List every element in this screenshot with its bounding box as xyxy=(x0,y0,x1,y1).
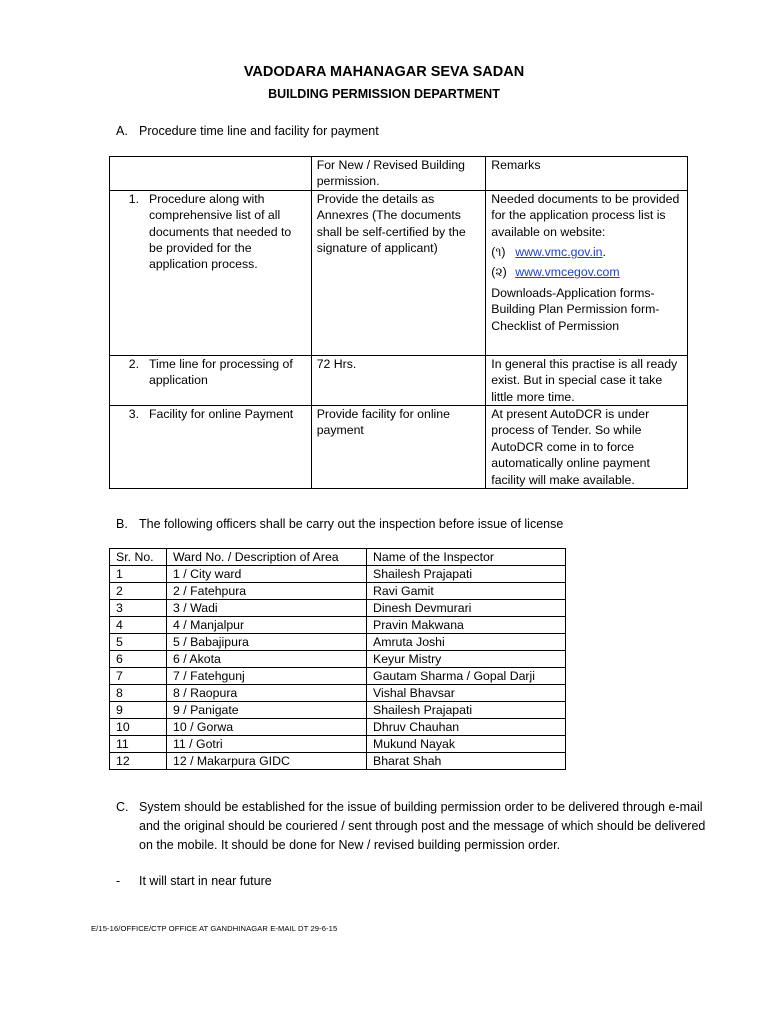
detail-cell: Provide the details as Annexres (The documents shall be self-certified by the signature of applicant) xyxy=(311,190,486,355)
inspector-cell: Keyur Mistry xyxy=(367,651,566,668)
table-header-row xyxy=(110,549,566,566)
sr-no-cell: 4 xyxy=(110,617,167,634)
table-header-row xyxy=(110,157,688,191)
sr-no-cell: 3 xyxy=(110,600,167,617)
table-row xyxy=(110,668,566,685)
item-number: 1. xyxy=(128,191,139,206)
inspector-cell: Dinesh Devmurari xyxy=(367,600,566,617)
ward-cell: 3 / Wadi xyxy=(167,600,367,617)
item-cell xyxy=(110,406,312,489)
note-text: It will start in near future xyxy=(139,874,272,888)
inspector-cell: Dhruv Chauhan xyxy=(367,719,566,736)
ward-cell: 2 / Fatehpura xyxy=(167,583,367,600)
ward-cell: 9 / Panigate xyxy=(167,702,367,719)
table-row xyxy=(110,719,566,736)
table-row xyxy=(110,753,566,770)
table-row xyxy=(110,651,566,668)
section-b-marker: B. xyxy=(116,517,128,531)
sr-no-cell: 12 xyxy=(110,753,167,770)
section-a-heading-text: Procedure time line and facility for payment xyxy=(139,124,379,138)
inspector-cell: Bharat Shah xyxy=(367,753,566,770)
sr-no-cell: 6 xyxy=(110,651,167,668)
table-row xyxy=(110,685,566,702)
sr-no-cell: 7 xyxy=(110,668,167,685)
section-b-heading xyxy=(116,517,563,531)
ward-cell: 6 / Akota xyxy=(167,651,367,668)
header-cell-item xyxy=(110,157,312,191)
header-cell-new-revised: For New / Revised Building permission. xyxy=(311,157,486,191)
table-row xyxy=(110,355,688,405)
header-cell-remarks: Remarks xyxy=(486,157,688,191)
department-title: BUILDING PERMISSION DEPARTMENT xyxy=(268,87,500,101)
remark-cell: At present AutoDCR is under process of Tender. So while AutoDCR come in to force automatically online payment facility will make available. xyxy=(486,406,688,489)
inspector-cell: Shailesh Prajapati xyxy=(367,702,566,719)
procedure-table xyxy=(109,156,688,489)
ward-cell: 12 / Makarpura GIDC xyxy=(167,753,367,770)
section-c xyxy=(116,798,706,855)
col-header-inspector: Name of the Inspector xyxy=(367,549,566,566)
link-line-1 xyxy=(491,244,682,260)
inspector-cell: Pravin Makwana xyxy=(367,617,566,634)
section-b-heading-text: The following officers shall be carry out the inspection before issue of license xyxy=(139,517,564,531)
item-cell xyxy=(110,355,312,405)
ward-cell: 4 / Manjalpur xyxy=(167,617,367,634)
vmc-website-link[interactable]: www.vmc.gov.in xyxy=(515,245,603,260)
table-row xyxy=(110,583,566,600)
col-header-ward: Ward No. / Description of Area xyxy=(167,549,367,566)
sr-no-cell: 8 xyxy=(110,685,167,702)
inspector-cell: Shailesh Prajapati xyxy=(367,566,566,583)
sr-no-cell: 1 xyxy=(110,566,167,583)
table-row xyxy=(110,634,566,651)
inspector-table xyxy=(109,548,566,770)
inspector-cell: Ravi Gamit xyxy=(367,583,566,600)
table-row xyxy=(110,190,688,355)
ward-cell: 11 / Gotri xyxy=(167,736,367,753)
ward-cell: 5 / Babajipura xyxy=(167,634,367,651)
col-header-sr-no: Sr. No. xyxy=(110,549,167,566)
table-row xyxy=(110,617,566,634)
item-cell xyxy=(110,190,312,355)
link-line-2 xyxy=(491,264,682,280)
section-c-marker: C. xyxy=(116,800,129,814)
inspector-cell: Vishal Bhavsar xyxy=(367,685,566,702)
note-line xyxy=(116,874,272,888)
sr-no-cell: 5 xyxy=(110,634,167,651)
section-c-text: System should be established for the issue of building permission order to be delivered through e-mail and the original should be couriered / sent through post and the message of which should be delivered on the mobile. It should be done for New / revised building permission order. xyxy=(139,800,706,852)
table-row xyxy=(110,406,688,489)
section-a-marker: A. xyxy=(116,124,128,138)
link1-suffix: . xyxy=(602,245,606,260)
table-row xyxy=(110,600,566,617)
inspector-cell: Gautam Sharma / Gopal Darji xyxy=(367,668,566,685)
table-row xyxy=(110,736,566,753)
remark-intro: Needed documents to be provided for the application process list is available on website: xyxy=(491,191,680,239)
ward-cell: 10 / Gorwa xyxy=(167,719,367,736)
item-text: Time line for processing of application xyxy=(149,356,293,388)
table-row xyxy=(110,566,566,583)
remark-outro: Downloads-Application forms-Building Plan Permission form-Checklist of Permission xyxy=(491,285,660,333)
item-text: Procedure along with comprehensive list of all documents that needed to be provided for the application process. xyxy=(149,191,292,272)
detail-cell: Provide facility for online payment xyxy=(311,406,486,489)
detail-cell: 72 Hrs. xyxy=(311,355,486,405)
section-a-heading xyxy=(116,124,379,138)
item-number: 3. xyxy=(128,407,139,422)
sr-no-cell: 9 xyxy=(110,702,167,719)
link1-marker: (૧) xyxy=(491,245,506,260)
org-title: VADODARA MAHANAGAR SEVA SADAN xyxy=(243,64,525,80)
item-text: Facility for online Payment xyxy=(149,407,294,422)
note-marker: - xyxy=(116,874,121,888)
sr-no-cell: 2 xyxy=(110,583,167,600)
item-number: 2. xyxy=(128,356,139,371)
sr-no-cell: 11 xyxy=(110,736,167,753)
inspector-cell: Amruta Joshi xyxy=(367,634,566,651)
ward-cell: 7 / Fatehgunj xyxy=(167,668,367,685)
inspector-cell: Mukund Nayak xyxy=(367,736,566,753)
table-row xyxy=(110,702,566,719)
remark-cell: In general this practise is all ready exist. But in special case it take little more time. xyxy=(486,355,688,405)
ward-cell: 8 / Raopura xyxy=(167,685,367,702)
sr-no-cell: 10 xyxy=(110,719,167,736)
ward-cell: 1 / City ward xyxy=(167,566,367,583)
vmcegov-website-link[interactable]: www.vmcegov.com xyxy=(515,265,620,280)
remark-cell xyxy=(486,190,688,355)
footer-reference: E/15-16/OFFICE/CTP OFFICE AT GANDHINAGAR E-MAIL DT 29-6-15 xyxy=(91,924,338,933)
link2-marker: (૨) xyxy=(491,265,507,280)
